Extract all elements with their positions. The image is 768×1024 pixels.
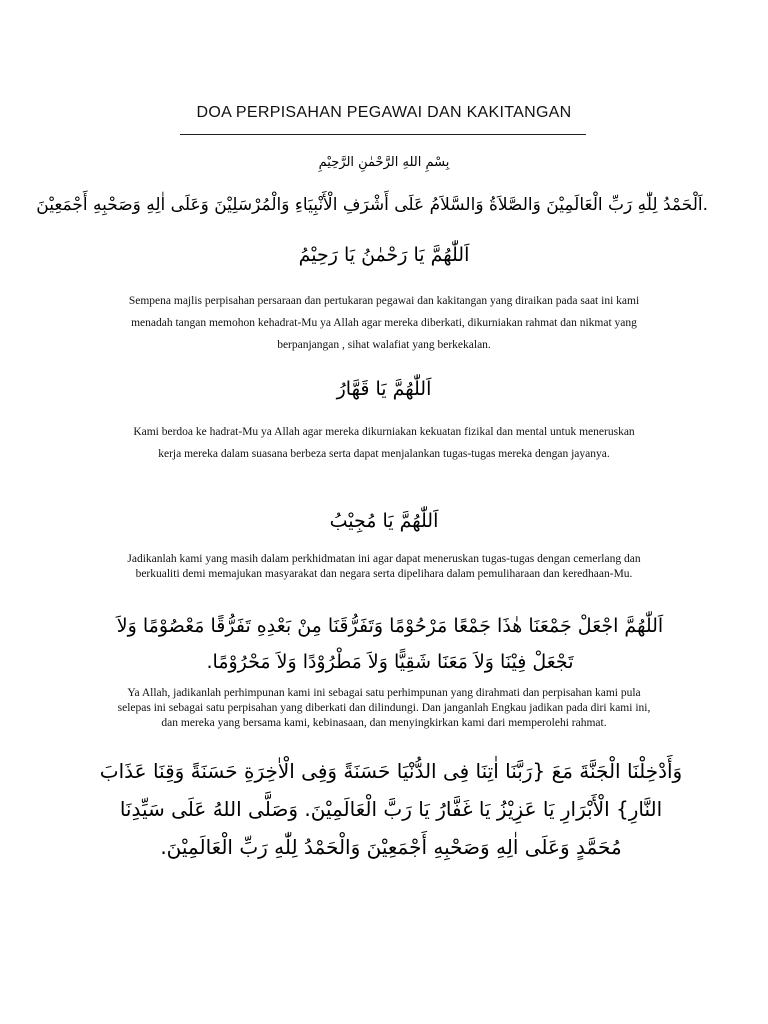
arabic-prayer-gathering: اَللّٰهُمَّ اجْعَلْ جَمْعَنَا هٰذَا جَمْعًا مَرْحُوْمًا وَتَفَرُّقَنَا مِنْ بَعْدِهِ تَفَرُّقًا مَعْصُوْمًا وَلاَ تَجْعَلْ فِيْنَا وَلاَ مَعَنَا شَقِيًّا وَلاَ مَطْرُوْدًا وَلاَ مَحْرُوْمًا. [116, 615, 664, 673]
page-title: DOA PERPISAHAN PEGAWAI DAN KAKITANGAN [196, 104, 572, 121]
paragraph-gathering-translation: Ya Allah, jadikanlah perhimpunan kami ini sebagai satu perhimpunan yang dirahmati dan perpisahan kami pula selepas ini sebagai satu perpisahan yang diberkati dan dilindungi. Dan janganlah Engkau jadikan pada diri kami ini, dan mereka yang bersama kami, kebinasaan, dan menyingkirkan kami dari memperolehi rahmat. [117, 687, 651, 729]
bismillah: بِسْمِ اللهِ الرَّحْمٰنِ الرَّحِيْمِ [318, 155, 450, 170]
paragraph-service: Jadikanlah kami yang masih dalam perkhidmatan ini agar dapat meneruskan tugas-tugas dengan cemerlang dan berkualiti demi memajukan masyarakat dan negara serta dipelihara dalam pemuliharaan dan keredhaan-Mu. [127, 553, 641, 580]
opening-praise: .اَلْحَمْدُ لِلّٰهِ رَبِّ الْعَالَمِيْنَ وَالصَّلاَةُ وَالسَّلاَمُ عَلَى أَشْرَفِ الْأَنْبِيَاءِ وَالْمُرْسَلِيْنَ وَعَلَى اٰلِهِ وَصَحْبِهِ أَجْمَعِيْنَ [36, 195, 708, 215]
invocation-qahhar: اَللّٰهُمَّ يَا قَهَّارُ [336, 378, 432, 400]
title-underline [180, 134, 586, 135]
paragraph-strength: Kami berdoa ke hadrat-Mu ya Allah agar mereka dikurniakan kekuatan fizikal dan mental untuk meneruskan kerja mereka dalam suasana berbeza serta dapat menjalankan tugas-tugas mereka dengan jayanya. [133, 426, 635, 460]
arabic-closing-prayer: وَأَدْخِلْنَا الْجَنَّةَ مَعَ {رَبَّنَا اٰتِنَا فِى الدُّنْيَا حَسَنَةً وَفِى الْاٰخِرَةِ حَسَنَةً وَقِنَا عَذَابَ النَّارِ} الْأَبْرَارِ يَا عَزِيْزُ يَا غَفَّارُ يَا رَبَّ الْعَالَمِيْنَ. وَصَلَّى اللهُ عَلَى سَيِّدِنَا مُحَمَّدٍ وَعَلَى اٰلِهِ وَصَحْبِهِ أَجْمَعِيْنَ وَالْحَمْدُ لِلّٰهِ رَبِّ الْعَالَمِيْنَ. [99, 759, 683, 859]
invocation-rahman: اَللّٰهُمَّ يَا رَحْمٰنُ يَا رَحِيْمُ [298, 244, 470, 266]
invocation-mujib: اَللّٰهُمَّ يَا مُجِيْبُ [329, 510, 439, 532]
paragraph-blessing: Sempena majlis perpisahan persaraan dan pertukaran pegawai dan kakitangan yang diraikan pada saat ini kami menadah tangan memohon kehadrat-Mu ya Allah agar mereka diberkati, dikurniakan rahmat dan nikmat yang berpanjangan , sihat walafiat yang berkekalan. [128, 295, 640, 351]
